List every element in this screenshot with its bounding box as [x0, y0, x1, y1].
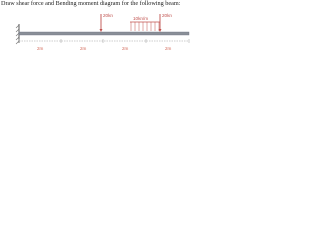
- span-label-1: 2m: [37, 46, 44, 51]
- point-load-left-label: 20kn: [103, 13, 113, 18]
- distributed-load-label: 10kn/m: [133, 16, 149, 21]
- beam-figure: [0, 0, 200, 54]
- question-text: Draw shear force and Bending moment diagram for the following beam:: [1, 0, 181, 7]
- dimension-line: [19, 39, 189, 43]
- beam: [19, 32, 189, 35]
- span-label-2: 2m: [80, 46, 87, 51]
- span-label-3: 2m: [122, 46, 129, 51]
- span-label-4: 2m: [165, 46, 172, 51]
- point-load-right-label: 20kn: [162, 13, 172, 18]
- page: [0, 0, 200, 54]
- distributed-load-icon: [130, 22, 160, 31]
- fixed-support-icon: [16, 24, 19, 44]
